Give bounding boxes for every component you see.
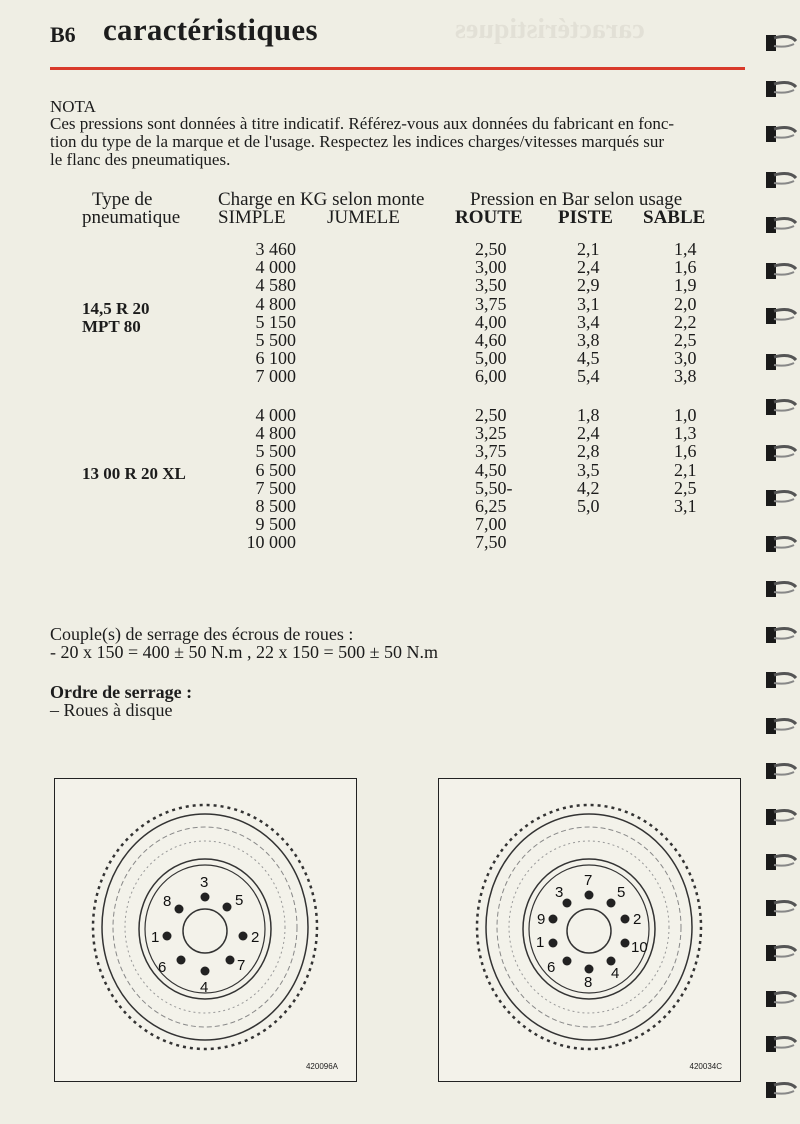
binding-ring	[764, 260, 798, 282]
binding-ring	[764, 851, 798, 873]
sable-cell: 3,0	[674, 348, 697, 369]
route-cell: 7,00	[475, 514, 507, 535]
stud-label: 6	[158, 959, 167, 976]
route-cell: 3,00	[475, 257, 507, 278]
nota-line: le flanc des pneumatiques.	[50, 150, 231, 169]
binding-ring	[764, 806, 798, 828]
header-jumele: JUMELE	[327, 207, 400, 228]
sable-cell: 1,6	[674, 257, 697, 278]
binding-ring	[764, 442, 798, 464]
piste-cell: 5,4	[577, 366, 600, 387]
binding-ring	[764, 897, 798, 919]
charge-cell: 7 500	[255, 477, 296, 498]
route-cell: 4,00	[475, 311, 507, 332]
wheel-diagram-8-studs	[54, 778, 357, 1082]
nota-line: tion du type de la marque et de l'usage. Respectez les indices charges/vitesses marqués sur	[50, 132, 665, 151]
piste-cell: 5,0	[577, 495, 600, 516]
charge-cell: 6 100	[255, 348, 296, 369]
header-simple: SIMPLE	[218, 207, 286, 228]
nota-line: Ces pressions sont données à titre indicatif. Référez-vous aux données du fabricant en fonc-	[50, 114, 675, 133]
nota-text	[50, 115, 745, 169]
charge-cell: 4 000	[255, 405, 296, 425]
piste-cell: 3,8	[577, 329, 600, 350]
binding-ring	[764, 533, 798, 555]
sable-cell: 2,0	[674, 293, 697, 314]
binding-ring	[764, 32, 798, 54]
sable-cell: 3,1	[674, 495, 697, 516]
wheel-diagram-10-studs	[438, 778, 741, 1082]
sable-cell: 2,1	[674, 459, 697, 480]
binding-ring	[764, 214, 798, 236]
stud-label: 8	[163, 893, 172, 910]
stud-label: 5	[235, 892, 244, 909]
tyre-type-group-1	[82, 300, 150, 336]
page-title: caractéristiques	[103, 12, 318, 47]
sable-column-group-1	[674, 240, 714, 386]
stud-label: 3	[555, 884, 564, 901]
sable-column-group-2	[674, 406, 714, 515]
charge-cell: 10 000	[246, 532, 296, 553]
page-code: B6	[50, 22, 76, 47]
piste-column-group-1	[577, 240, 617, 386]
binding-ring	[764, 487, 798, 509]
route-column-group-2	[475, 406, 535, 552]
route-cell: 5,50-	[475, 477, 513, 498]
binding-ring	[764, 305, 798, 327]
tyre-type-group-2	[82, 465, 186, 483]
route-cell: 6,00	[475, 366, 507, 387]
sable-cell: 2,5	[674, 329, 697, 350]
header-pression: Pression en Bar selon usage	[470, 189, 683, 210]
header-type-line1: Type de	[92, 189, 153, 210]
mirrored-title-showthrough: caractéristiques	[455, 14, 645, 45]
torque-value: - 20 x 150 = 400 ± 50 N.m , 22 x 150 = 500 ± 50 N.m	[50, 642, 439, 662]
charge-column-group-1	[244, 240, 296, 386]
route-column-group-1	[475, 240, 535, 386]
stud-label: 10	[631, 939, 648, 956]
piste-cell: 3,4	[577, 311, 600, 332]
route-cell: 6,25	[475, 495, 507, 516]
binding-ring	[764, 988, 798, 1010]
stud-label: 8	[584, 974, 593, 991]
stud-label: 1	[151, 929, 160, 946]
stud-label: 6	[547, 959, 556, 976]
sable-cell: 1,4	[674, 239, 697, 259]
binding-ring	[764, 396, 798, 418]
charge-cell: 3 460	[255, 239, 296, 259]
charge-cell: 4 800	[255, 293, 296, 314]
header-sable: SABLE	[643, 207, 706, 228]
route-cell: 7,50	[475, 532, 507, 553]
sable-cell: 1,6	[674, 441, 697, 462]
piste-cell: 2,8	[577, 441, 600, 462]
route-cell: 5,00	[475, 348, 507, 369]
stud-label: 4	[200, 979, 209, 996]
route-cell: 3,25	[475, 423, 507, 444]
order-item: – Roues à disque	[50, 700, 173, 720]
header-piste: PISTE	[558, 207, 613, 228]
header-charge: Charge en KG selon monte	[218, 189, 425, 210]
piste-cell: 2,4	[577, 257, 600, 278]
wheel-illustration-8	[55, 779, 356, 1081]
charge-cell: 4 000	[255, 257, 296, 278]
wheel-illustration-10	[439, 779, 740, 1081]
order-title: Ordre de serrage :	[50, 682, 193, 702]
stud-label: 7	[237, 957, 246, 974]
route-cell: 2,50	[475, 405, 507, 425]
stud-label: 9	[537, 911, 546, 928]
binding-ring	[764, 1079, 798, 1101]
binding-ring	[764, 624, 798, 646]
charge-cell: 4 580	[255, 275, 296, 296]
binding-ring	[764, 760, 798, 782]
sable-cell: 1,3	[674, 423, 697, 444]
charge-cell: 9 500	[255, 514, 296, 535]
charge-cell: 7 000	[255, 366, 296, 387]
stud-label: 7	[584, 872, 593, 889]
binding-ring	[764, 351, 798, 373]
route-cell: 2,50	[475, 239, 507, 259]
charge-cell: 4 800	[255, 423, 296, 444]
binding-ring	[764, 578, 798, 600]
piste-column-group-2	[577, 406, 617, 515]
stud-label: 2	[633, 911, 642, 928]
torque-title: Couple(s) de serrage des écrous de roues :	[50, 624, 354, 644]
diagram-reference: 420034C	[689, 1062, 722, 1071]
header-type-line2: pneumatique	[82, 207, 181, 228]
piste-cell: 3,1	[577, 293, 600, 314]
piste-cell: 3,5	[577, 459, 600, 480]
piste-cell: 2,4	[577, 423, 600, 444]
charge-cell: 5 150	[255, 311, 296, 332]
stud-label: 3	[200, 874, 209, 891]
binding-ring	[764, 1033, 798, 1055]
piste-cell: 2,9	[577, 275, 600, 296]
piste-cell: 4,2	[577, 477, 600, 498]
tyre-type-line: 13 00 R 20 XL	[82, 464, 186, 483]
binding-ring	[764, 669, 798, 691]
piste-cell: 4,5	[577, 348, 600, 369]
sable-cell: 2,2	[674, 311, 697, 332]
sable-cell: 2,5	[674, 477, 697, 498]
binding-ring	[764, 715, 798, 737]
binding-ring	[764, 169, 798, 191]
sable-cell: 3,8	[674, 366, 697, 387]
binding-ring	[764, 123, 798, 145]
charge-cell: 5 500	[255, 441, 296, 462]
route-cell: 3,75	[475, 441, 507, 462]
charge-column-group-2	[236, 406, 296, 552]
stud-label: 1	[536, 934, 545, 951]
sable-cell: 1,9	[674, 275, 697, 296]
nota-heading: NOTA	[50, 97, 96, 116]
header-route: ROUTE	[455, 207, 523, 228]
stud-label: 4	[611, 965, 620, 982]
binding-ring	[764, 942, 798, 964]
stud-label: 5	[617, 884, 626, 901]
sable-cell: 1,0	[674, 405, 697, 425]
binding-ring	[764, 78, 798, 100]
stud-label: 2	[251, 929, 260, 946]
route-cell: 3,75	[475, 293, 507, 314]
charge-cell: 6 500	[255, 459, 296, 480]
route-cell: 3,50	[475, 275, 507, 296]
piste-cell: 1,8	[577, 405, 600, 425]
piste-cell: 2,1	[577, 239, 600, 259]
diagram-reference: 420096A	[305, 1062, 338, 1071]
tyre-type-line: MPT 80	[82, 317, 141, 336]
charge-cell: 8 500	[255, 495, 296, 516]
charge-cell: 5 500	[255, 329, 296, 350]
title-divider	[50, 67, 745, 70]
tyre-type-line: 14,5 R 20	[82, 299, 150, 318]
route-cell: 4,60	[475, 329, 507, 350]
route-cell: 4,50	[475, 459, 507, 480]
spiral-binding	[762, 0, 800, 1124]
